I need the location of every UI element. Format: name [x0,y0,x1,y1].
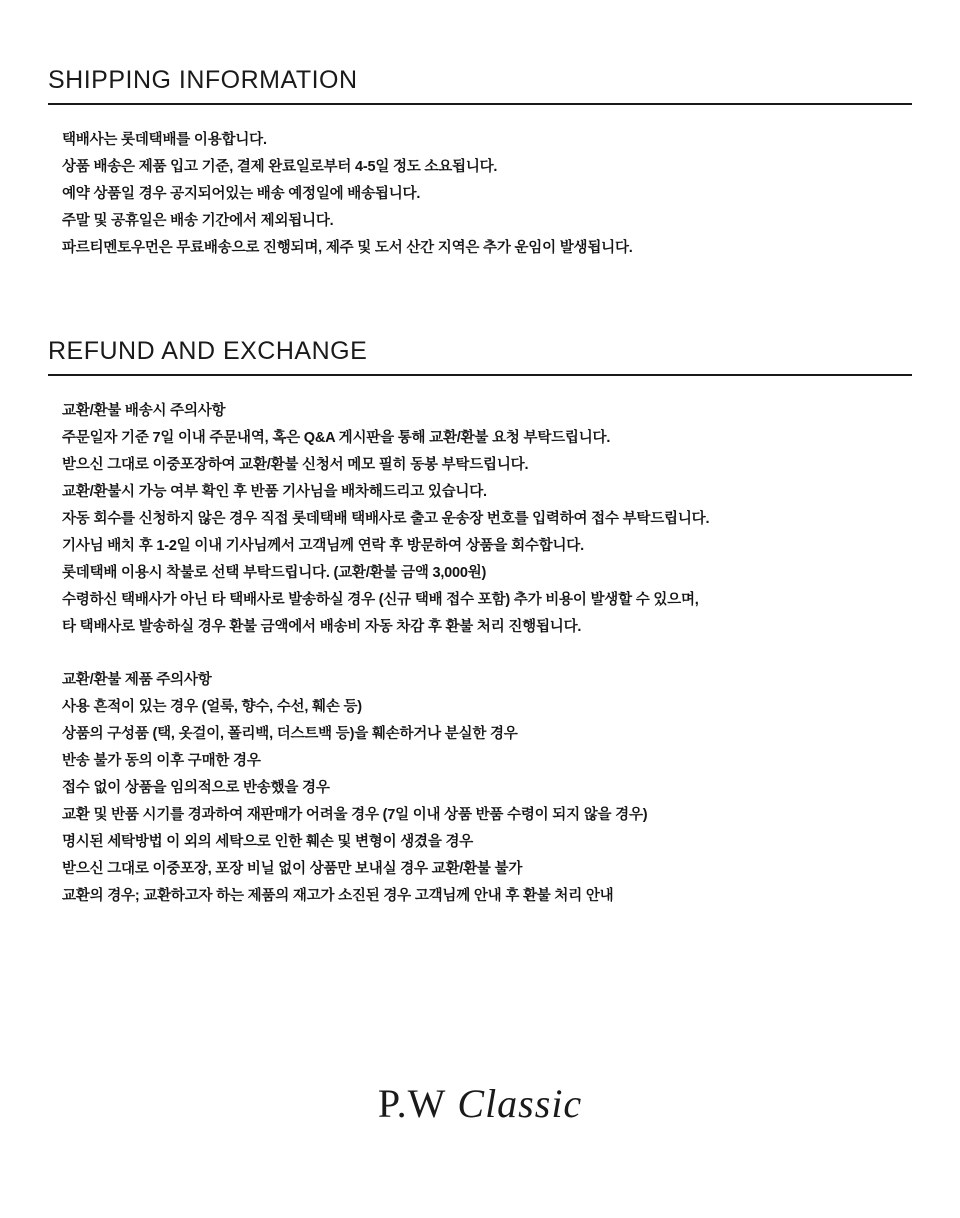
refund-product-line: 접수 없이 상품을 임의적으로 반송했을 경우 [62,780,330,796]
shipping-section-title: SHIPPING INFORMATION [48,66,358,94]
refund-product-line: 반송 불가 동의 이후 구매한 경우 [62,753,261,769]
shipping-line: 상품 배송은 제품 입고 기준, 결제 완료일로부터 4-5일 정도 소요됩니다. [62,159,498,175]
refund-product-line: 받으신 그대로 이중포장, 포장 비닐 없이 상품만 보내실 경우 교환/환불 불가 [62,861,523,877]
refund-product-line: 교환의 경우; 교환하고자 하는 제품의 재고가 소진된 경우 고객님께 안내 후 환불 처리 안내 [62,888,614,904]
refund-line: 자동 회수를 신청하지 않은 경우 직접 롯데택배 택배사로 출고 운송장 번호를 입력하여 접수 부탁드립니다. [62,511,710,527]
refund-line: 받으신 그대로 이중포장하여 교환/환불 신청서 메모 필히 동봉 부탁드립니다. [62,457,529,473]
refund-line: 롯데택배 이용시 착불로 선택 부탁드립니다. (교환/환불 금액 3,000원) [62,565,487,581]
refund-line: 주문일자 기준 7일 이내 주문내역, 혹은 Q&A 게시판을 통해 교환/환불 요청 부탁드립니다. [62,430,611,446]
refund-line: 기사님 배치 후 1-2일 이내 기사님께서 고객님께 연락 후 방문하여 상품을 회수합니다. [62,538,584,554]
refund-product-line: 상품의 구성품 (택, 옷걸이, 폴리백, 더스트백 등)을 훼손하거나 분실한 경우 [62,726,518,742]
refund-line: 교환/환불시 가능 여부 확인 후 반품 기사님을 배차해드리고 있습니다. [62,484,487,500]
shipping-line: 택배사는 롯데택배를 이용합니다. [62,132,267,148]
refund-section-divider [48,374,912,376]
brand-logo-suffix: Classic [457,1081,583,1126]
shipping-line: 파르티멘토우먼은 무료배송으로 진행되며, 제주 및 도서 산간 지역은 추가 운임이 발생됩니다. [62,240,633,256]
refund-product-line: 교환 및 반품 시기를 경과하여 재판매가 어려울 경우 (7일 이내 상품 반품 수령이 되지 않을 경우) [62,807,648,823]
shipping-line: 예약 상품일 경우 공지되어있는 배송 예정일에 배송됩니다. [62,186,421,202]
refund-product-line: 명시된 세탁방법 이 외의 세탁으로 인한 훼손 및 변형이 생겼을 경우 [62,834,474,850]
refund-line: 수령하신 택배사가 아닌 타 택배사로 발송하실 경우 (신규 택배 접수 포함) 추가 비용이 발생할 수 있으며, [62,592,699,608]
paragraph-spacer [62,641,912,667]
shipping-body [48,127,912,262]
refund-product-line: 교환/환불 제품 주의사항 [62,672,212,688]
refund-shipping-notes-body [48,398,912,910]
refund-line: 교환/환불 배송시 주의사항 [62,403,226,419]
brand-logo [0,1080,960,1127]
refund-exchange-section [48,337,912,910]
refund-product-line: 사용 흔적이 있는 경우 (얼룩, 향수, 수선, 훼손 등) [62,699,362,715]
shipping-section-divider [48,103,912,105]
shipping-information-section [48,66,912,262]
shipping-line: 주말 및 공휴일은 배송 기간에서 제외됩니다. [62,213,334,229]
refund-line: 타 택배사로 발송하실 경우 환불 금액에서 배송비 자동 차감 후 환불 처리 진행됩니다. [62,619,582,635]
brand-logo-prefix: P.W [377,1081,447,1126]
refund-section-title: REFUND AND EXCHANGE [48,337,368,365]
